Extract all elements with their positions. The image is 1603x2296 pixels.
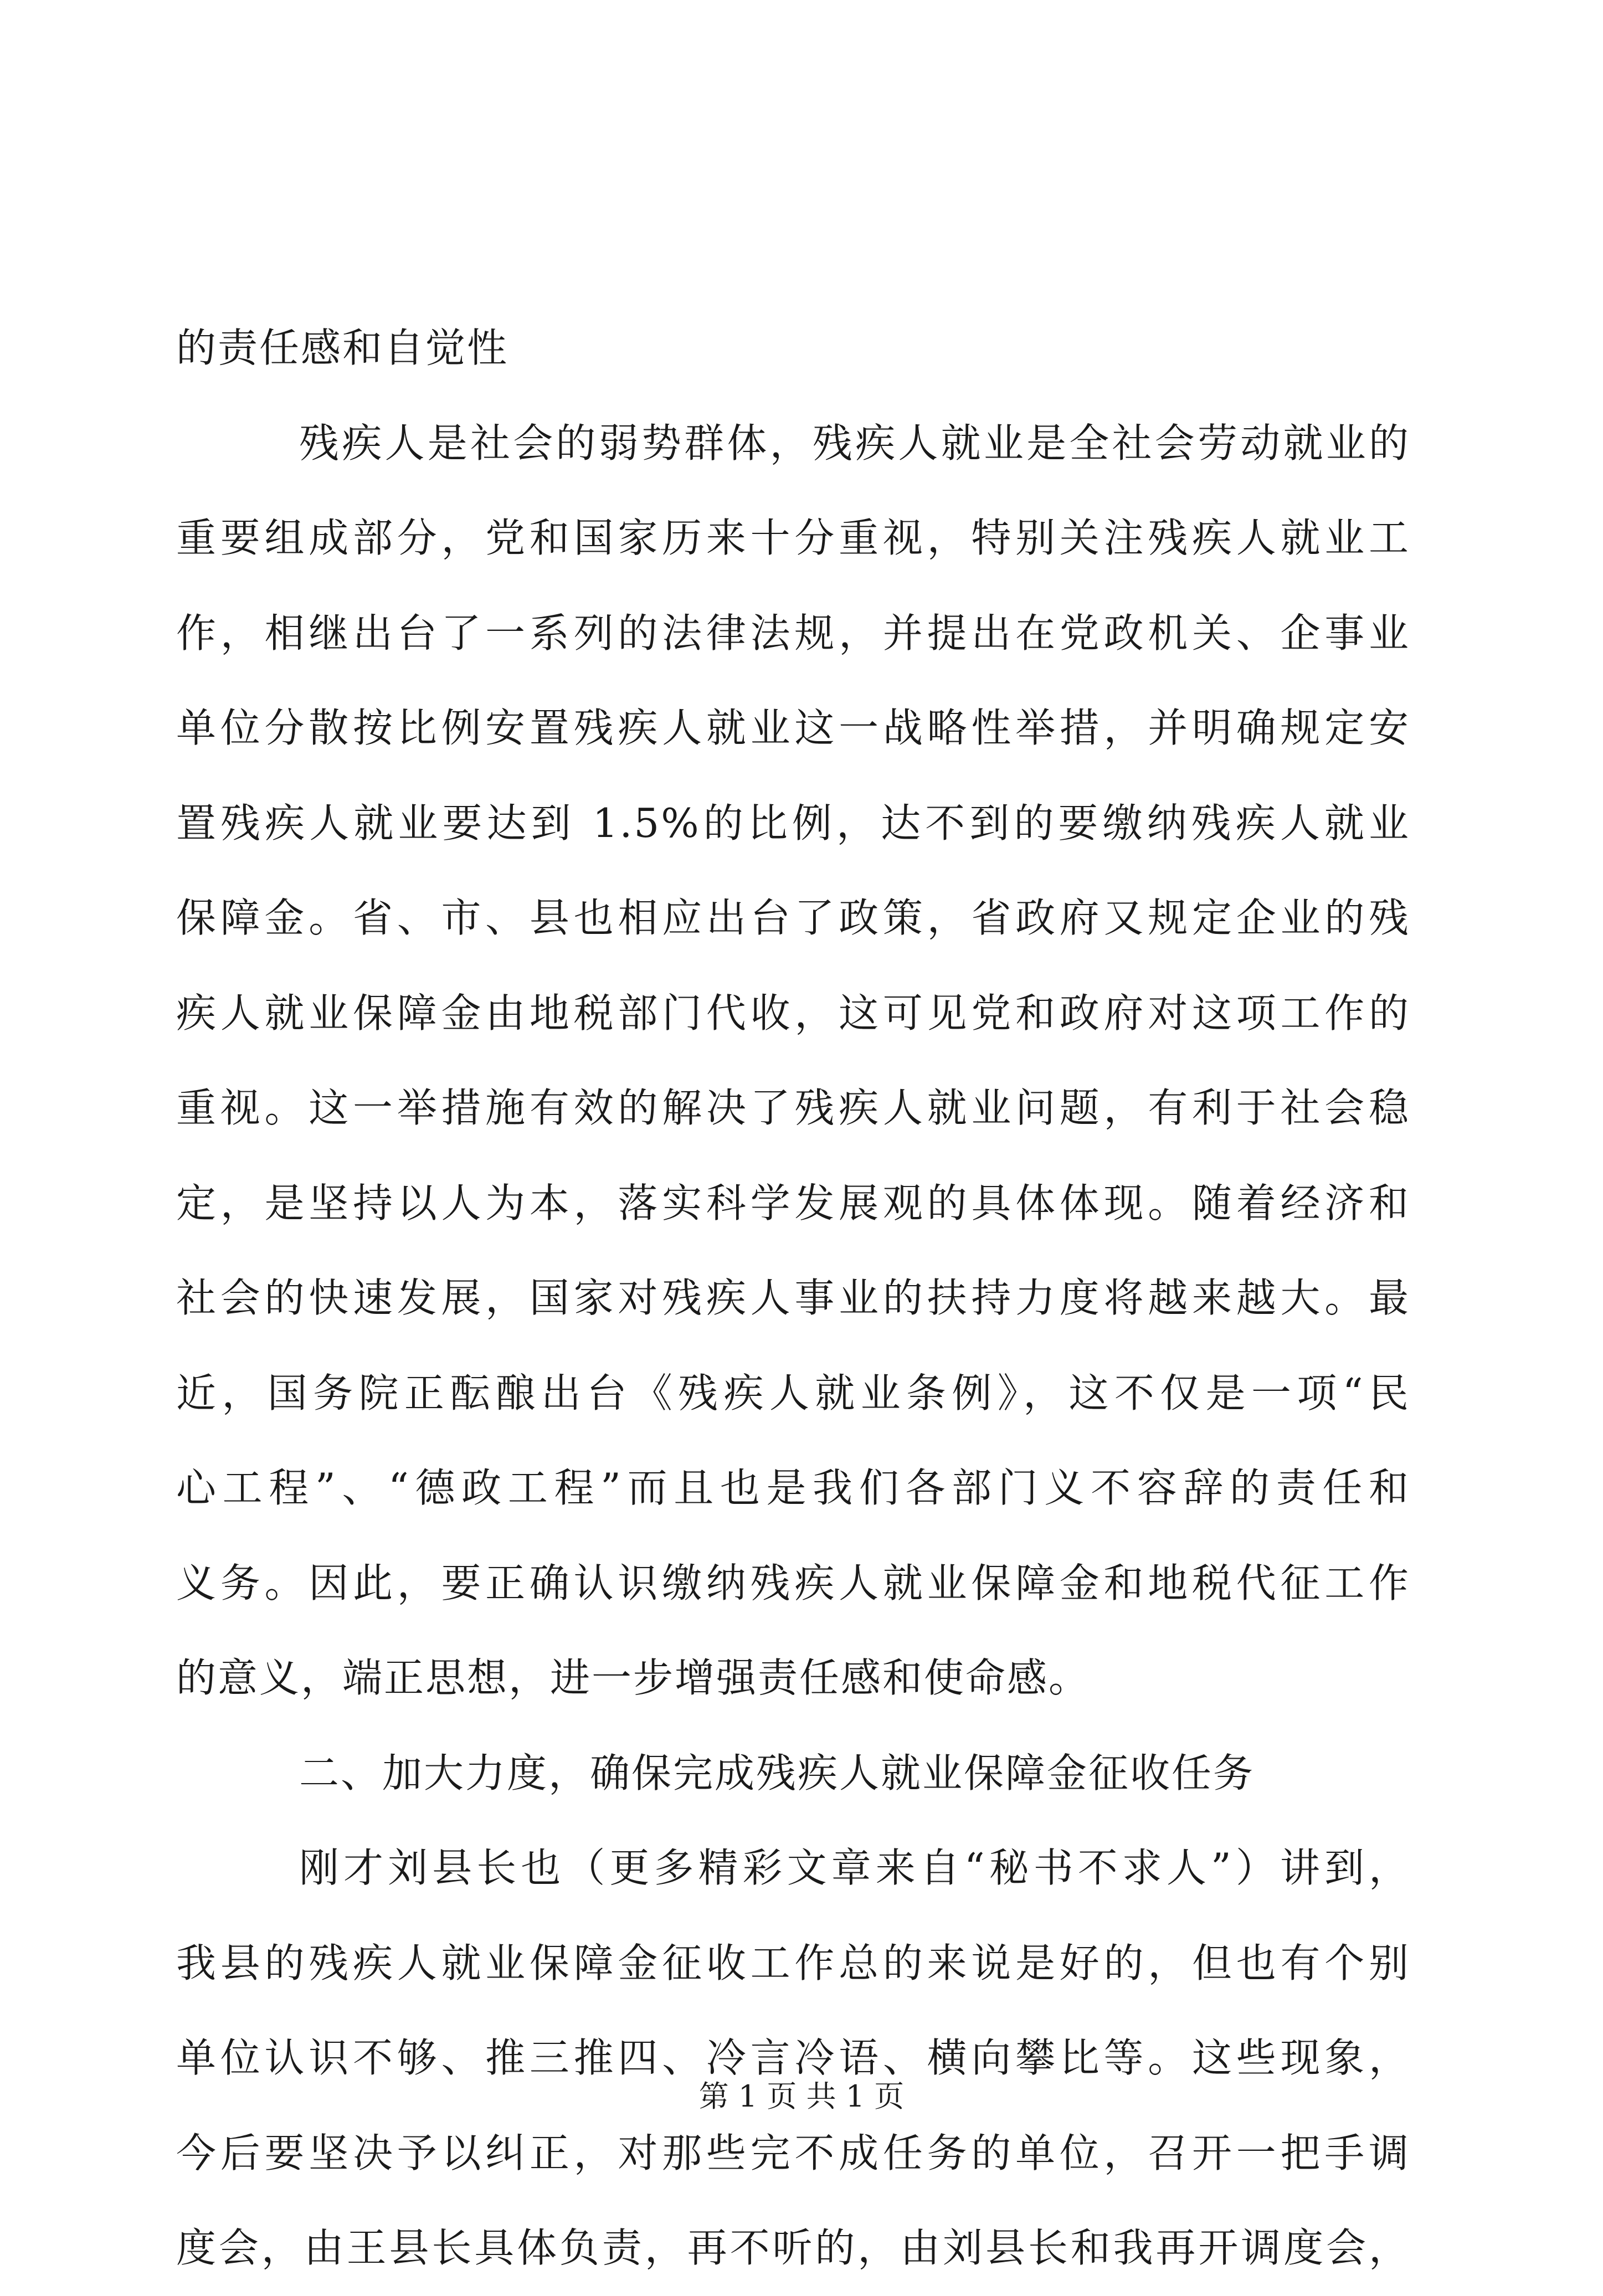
text-line: 单位分散按比例安置残疾人就业这一战略性举措，并明确规定安 <box>176 705 1410 751</box>
document-body <box>176 301 1410 2296</box>
text-line: 置残疾人就业要达到 1.5%的比例，达不到的要缴纳残疾人就业 <box>176 799 1410 846</box>
text-line: 重要组成部分，党和国家历来十分重视，特别关注残疾人就业工 <box>176 515 1410 561</box>
text-line: 保障金。省、市、县也相应出台了政策，省政府又规定企业的残 <box>176 895 1410 941</box>
text-line: 的责任感和自觉性 <box>176 325 509 371</box>
text-line: 重视。这一举措施有效的解决了残疾人就业问题，有利于社会稳 <box>176 1085 1410 1131</box>
page-footer: 第 1 页 共 1 页 <box>698 2079 905 2114</box>
text-line: 心工程”、“德政工程”而且也是我们各部门义不容辞的责任和 <box>176 1465 1410 1511</box>
text-line: 疾人就业保障金由地税部门代收，这可见党和政府对这项工作的 <box>176 989 1410 1036</box>
text-line: 残疾人是社会的弱势群体，残疾人就业是全社会劳动就业的 <box>299 419 1410 466</box>
text-line: 度会，由王县长具体负责，再不听的，由刘县长和我再开调度会， <box>176 2225 1410 2271</box>
text-line: 社会的快速发展，国家对残疾人事业的扶持力度将越来越大。最 <box>176 1275 1410 1321</box>
text-line: 单位认识不够、推三推四、冷言冷语、横向攀比等。这些现象， <box>176 2035 1410 2081</box>
text-line: 近，国务院正酝酿出台《残疾人就业条例》，这不仅是一项“民 <box>176 1369 1410 1416</box>
text-line: 作，相继出台了一系列的法律法规，并提出在党政机关、企事业 <box>176 609 1410 656</box>
text-line: 我县的残疾人就业保障金征收工作总的来说是好的，但也有个别 <box>176 1939 1410 1986</box>
text-line: 定，是坚持以人为本，落实科学发展观的具体体现。随着经济和 <box>176 1179 1410 1226</box>
text-line: 义务。因此，要正确认识缴纳残疾人就业保障金和地税代征工作 <box>176 1559 1410 1606</box>
text-line: 刚才刘县长也（更多精彩文章来自“秘书不求人”）讲到， <box>299 1845 1410 1891</box>
text-line: 的意义，端正思想，进一步增强责任感和使命感。 <box>176 1655 1091 1701</box>
text-line: 二、加大力度，确保完成残疾人就业保障金征收任务 <box>299 1749 1255 1796</box>
text-line: 今后要坚决予以纠正，对那些完不成任务的单位，召开一把手调 <box>176 2129 1410 2176</box>
